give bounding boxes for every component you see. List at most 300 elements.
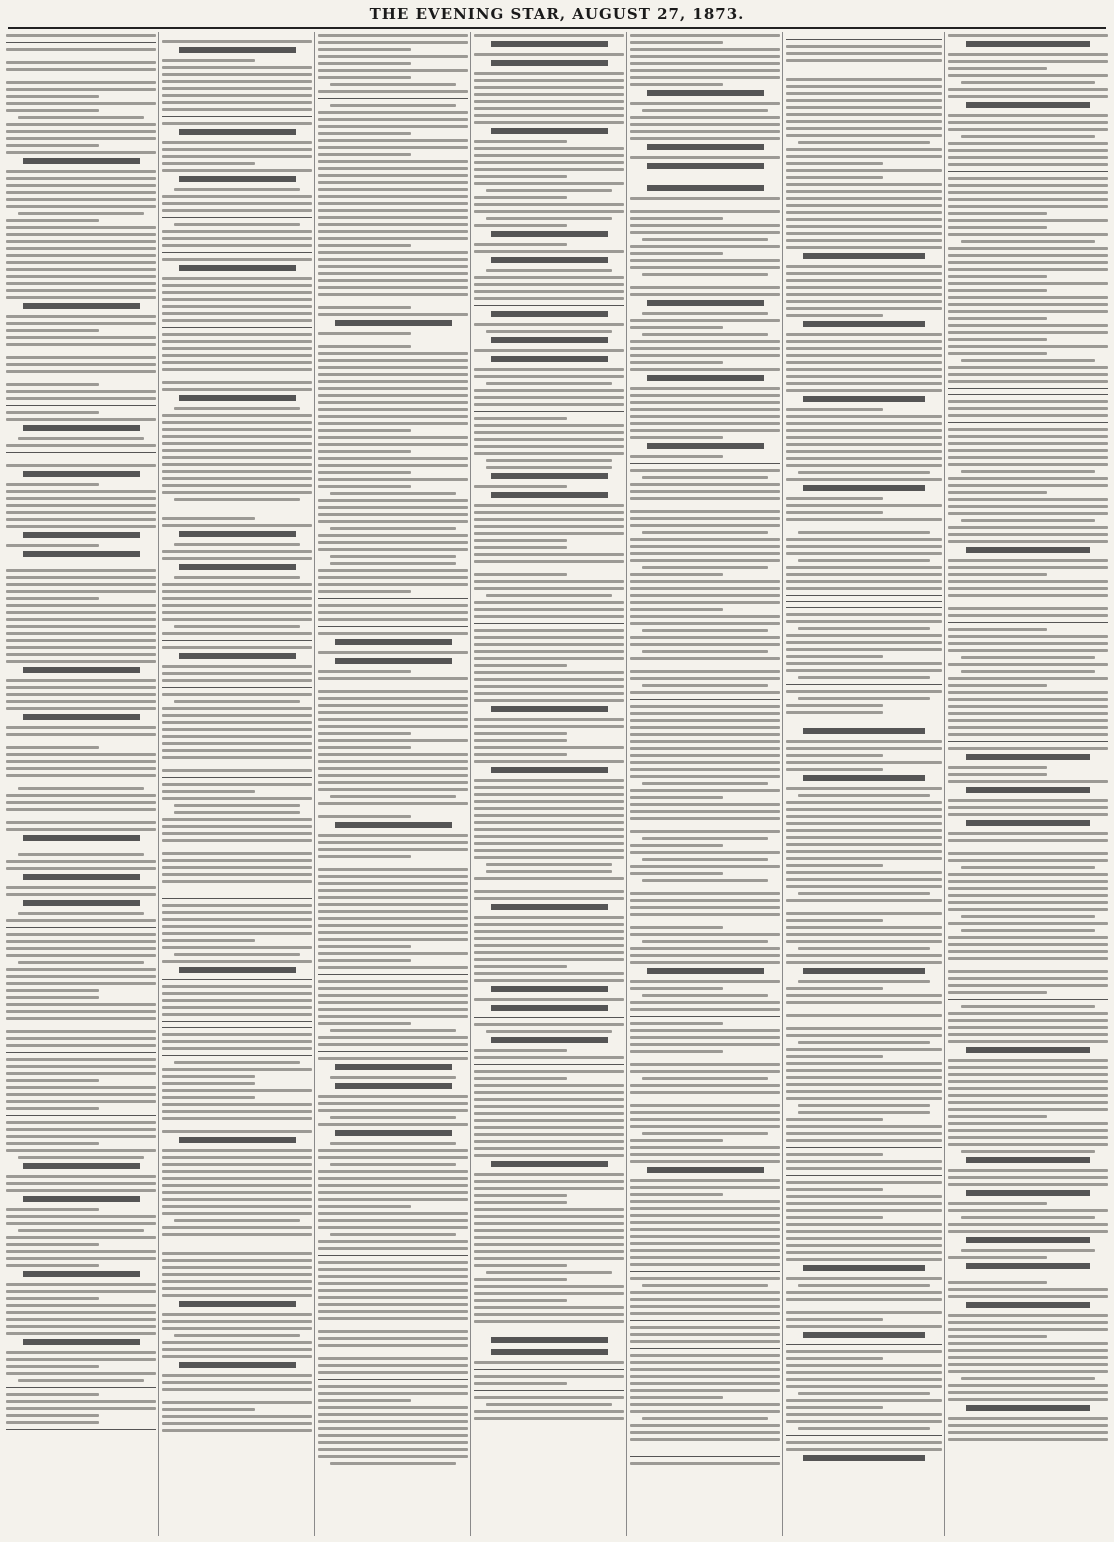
text-line <box>318 332 411 335</box>
text-line <box>798 559 929 562</box>
text-line <box>630 41 723 44</box>
text-line <box>6 828 156 831</box>
text-line <box>948 1438 1108 1441</box>
text-line <box>798 1392 929 1395</box>
text-line <box>786 120 942 123</box>
text-line <box>630 1298 780 1301</box>
section-heading <box>179 653 296 659</box>
text-line <box>786 1406 883 1409</box>
text-line <box>474 580 624 583</box>
text-line <box>162 421 312 424</box>
text-line <box>948 977 1108 980</box>
text-line <box>6 1182 156 1185</box>
text-line <box>948 1059 1108 1062</box>
text-line <box>948 1101 1108 1104</box>
text-line <box>948 310 1108 313</box>
text-line <box>474 1049 567 1052</box>
text-line <box>786 361 942 364</box>
text-line <box>162 1117 312 1120</box>
text-line <box>630 803 780 806</box>
text-line <box>474 601 624 604</box>
text-line <box>948 219 1108 222</box>
text-line <box>318 209 468 212</box>
text-line <box>162 859 312 862</box>
text-line <box>948 95 1108 98</box>
text-line <box>6 646 156 649</box>
text-line <box>474 1257 624 1260</box>
text-line <box>948 373 1108 376</box>
text-line <box>786 85 942 88</box>
text-line <box>6 34 156 37</box>
text-line <box>948 1080 1108 1083</box>
text-line <box>330 1142 456 1145</box>
text-line <box>162 1177 312 1180</box>
text-line <box>318 1109 468 1112</box>
divider <box>786 595 942 596</box>
text-line <box>162 1327 312 1330</box>
text-line <box>318 1420 468 1423</box>
text-line <box>174 407 300 410</box>
text-line <box>6 205 156 208</box>
text-line <box>948 142 1108 145</box>
text-line <box>162 1163 312 1166</box>
text-line <box>330 492 456 495</box>
text-line <box>630 643 780 646</box>
text-line <box>318 1282 468 1285</box>
text-line <box>630 1118 780 1121</box>
text-line <box>948 1398 1108 1401</box>
text-line <box>642 109 768 112</box>
text-line <box>786 1083 942 1086</box>
text-line <box>162 388 312 391</box>
text-line <box>174 811 300 814</box>
text-line <box>786 801 942 804</box>
text-line <box>948 705 1108 708</box>
text-line <box>642 1417 768 1420</box>
text-line <box>786 815 942 818</box>
text-line <box>630 266 780 269</box>
text-line <box>6 1093 156 1096</box>
text-line <box>474 1140 624 1143</box>
text-line <box>786 648 942 651</box>
text-line <box>474 86 624 89</box>
text-line <box>318 520 468 523</box>
text-line <box>162 1205 312 1208</box>
text-line <box>948 1202 1047 1205</box>
section-heading <box>179 47 296 53</box>
text-line <box>474 725 624 728</box>
text-line <box>6 336 156 339</box>
divider <box>948 999 1108 1000</box>
text-line <box>642 782 768 785</box>
text-line <box>630 1263 780 1266</box>
text-line <box>318 345 411 348</box>
text-line <box>318 910 468 913</box>
text-line <box>786 497 883 500</box>
text-line <box>786 1350 942 1353</box>
text-line <box>486 189 612 192</box>
text-line <box>948 498 1108 501</box>
text-line <box>786 829 942 832</box>
text-line <box>630 368 780 371</box>
text-line <box>162 1388 312 1391</box>
text-line <box>786 580 942 583</box>
text-line <box>630 1410 780 1413</box>
text-line <box>948 414 1108 417</box>
text-line <box>786 518 942 521</box>
text-line <box>948 67 1047 70</box>
text-line <box>948 296 1108 299</box>
text-line <box>948 780 1108 783</box>
text-line <box>948 184 1108 187</box>
text-line <box>786 197 942 200</box>
text-line <box>162 590 312 593</box>
text-line <box>162 1381 312 1384</box>
text-line <box>318 1198 468 1201</box>
divider <box>318 626 468 627</box>
section-heading <box>23 1339 140 1345</box>
text-line <box>18 961 144 964</box>
text-line <box>798 471 929 474</box>
text-line <box>330 104 456 107</box>
text-line <box>948 114 1108 117</box>
text-line <box>786 389 942 392</box>
text-line <box>318 436 468 439</box>
text-line <box>474 856 624 859</box>
text-line <box>630 1333 780 1336</box>
text-line <box>318 195 468 198</box>
divider <box>786 1344 942 1345</box>
text-line <box>318 401 468 404</box>
text-line <box>318 534 468 537</box>
text-line <box>318 125 468 128</box>
text-line <box>162 866 312 869</box>
text-line <box>6 144 99 147</box>
text-column <box>630 34 780 1536</box>
text-line <box>630 636 780 639</box>
text-line <box>798 531 929 534</box>
text-line <box>786 415 942 418</box>
text-line <box>318 802 468 805</box>
text-line <box>786 754 883 757</box>
text-line <box>474 375 624 378</box>
text-line <box>630 545 780 548</box>
text-line <box>474 1320 624 1323</box>
text-line <box>630 326 723 329</box>
text-line <box>6 1304 156 1307</box>
text-line <box>6 95 99 98</box>
text-line <box>318 788 468 791</box>
section-heading <box>491 1161 608 1167</box>
text-line <box>474 161 624 164</box>
text-line <box>948 1223 1108 1226</box>
text-line <box>6 525 156 528</box>
text-line <box>474 431 624 434</box>
text-line <box>486 1030 612 1033</box>
section-heading <box>647 185 764 191</box>
text-line <box>318 590 411 593</box>
text-line <box>630 601 780 604</box>
text-line <box>630 1091 780 1094</box>
text-line <box>961 1150 1095 1153</box>
text-line <box>162 832 312 835</box>
text-line <box>630 954 780 957</box>
text-line <box>948 901 1108 904</box>
text-line <box>6 632 156 635</box>
text-line <box>630 510 780 513</box>
text-line <box>474 283 624 286</box>
text-line <box>630 1389 780 1392</box>
divider <box>162 1027 312 1028</box>
text-line <box>474 424 624 427</box>
text-line <box>474 664 567 667</box>
text-line <box>486 382 612 385</box>
text-line <box>162 277 312 280</box>
text-line <box>18 1156 144 1159</box>
text-line <box>474 290 624 293</box>
text-line <box>948 456 1108 459</box>
section-heading <box>23 1196 140 1202</box>
text-line <box>786 1076 942 1079</box>
text-line <box>6 1243 99 1246</box>
text-line <box>786 1062 942 1065</box>
text-line <box>474 760 624 763</box>
text-line <box>162 435 312 438</box>
text-line <box>174 498 300 501</box>
text-line <box>948 226 1047 229</box>
text-line <box>162 319 312 322</box>
text-line <box>630 361 723 364</box>
text-line <box>162 333 312 336</box>
text-line <box>948 894 1108 897</box>
text-line <box>948 1384 1108 1387</box>
text-line <box>6 1318 156 1321</box>
text-line <box>18 1379 144 1382</box>
divider <box>630 699 780 700</box>
text-line <box>948 607 1108 610</box>
text-line <box>948 649 1108 652</box>
divider <box>162 327 312 328</box>
text-line <box>18 912 144 915</box>
text-line <box>162 484 312 487</box>
text-line <box>318 506 468 509</box>
text-line <box>786 92 942 95</box>
text-line <box>474 1077 567 1080</box>
divider <box>318 598 468 599</box>
text-line <box>474 511 624 514</box>
text-line <box>486 863 612 866</box>
text-line <box>6 1100 156 1103</box>
section-heading <box>179 129 296 135</box>
text-line <box>786 464 942 467</box>
text-line <box>6 329 99 332</box>
text-line <box>318 875 468 878</box>
text-line <box>630 1277 780 1280</box>
text-line <box>318 938 468 941</box>
text-line <box>786 1230 942 1233</box>
text-line <box>474 573 567 576</box>
text-line <box>786 1097 942 1100</box>
text-line <box>162 1130 312 1133</box>
text-line <box>318 450 411 453</box>
text-line <box>486 870 612 873</box>
section-heading <box>966 1302 1091 1308</box>
text-line <box>786 127 942 130</box>
text-line <box>474 643 624 646</box>
text-line <box>18 787 144 790</box>
text-line <box>6 893 156 896</box>
text-line <box>786 926 942 929</box>
text-line <box>318 987 468 990</box>
text-line <box>948 156 1108 159</box>
text-line <box>162 1266 312 1269</box>
text-line <box>474 1361 624 1364</box>
text-line <box>630 48 780 51</box>
text-line <box>318 230 468 233</box>
text-line <box>474 1375 624 1378</box>
text-line <box>948 1143 1108 1146</box>
text-line <box>630 1104 780 1107</box>
section-heading <box>491 231 608 237</box>
text-line <box>948 282 1108 285</box>
section-heading <box>179 1137 296 1143</box>
text-line <box>6 1128 156 1131</box>
text-line <box>630 538 780 541</box>
text-line <box>474 203 624 206</box>
text-line <box>174 576 300 579</box>
text-line <box>948 205 1108 208</box>
divider <box>318 1255 468 1256</box>
text-line <box>630 1326 780 1329</box>
text-line <box>948 163 1108 166</box>
text-line <box>6 933 156 936</box>
text-line <box>6 625 156 628</box>
text-line <box>786 704 883 707</box>
text-line <box>961 1377 1095 1380</box>
section-heading <box>647 90 764 96</box>
text-line <box>630 1340 780 1343</box>
text-line <box>318 422 468 425</box>
text-line <box>474 849 624 852</box>
text-line <box>786 885 942 888</box>
text-line <box>162 298 312 301</box>
text-line <box>630 130 780 133</box>
text-line <box>318 541 468 544</box>
text-line <box>786 113 942 116</box>
text-line <box>948 233 1108 236</box>
text-line <box>6 219 99 222</box>
text-line <box>162 985 312 988</box>
text-line <box>948 338 1047 341</box>
text-line <box>6 746 99 749</box>
text-line <box>318 223 468 226</box>
divider <box>162 979 312 980</box>
text-line <box>162 797 312 800</box>
section-heading <box>23 551 140 557</box>
text-line <box>474 539 567 542</box>
divider <box>948 422 1108 423</box>
text-line <box>948 766 1047 769</box>
text-line <box>318 352 468 355</box>
text-line <box>630 1291 780 1294</box>
text-line <box>162 442 312 445</box>
text-line <box>318 697 468 700</box>
text-line <box>6 975 156 978</box>
divider <box>162 777 312 778</box>
text-line <box>318 677 468 680</box>
text-line <box>961 81 1095 84</box>
text-line <box>630 775 780 778</box>
text-line <box>948 324 1108 327</box>
text-line <box>786 954 942 957</box>
text-line <box>948 88 1108 91</box>
text-line <box>786 1311 942 1314</box>
text-line <box>330 1233 456 1236</box>
text-line <box>162 960 312 963</box>
text-line <box>162 918 312 921</box>
text-line <box>6 1250 156 1253</box>
section-heading <box>179 1301 296 1307</box>
text-line <box>318 576 468 579</box>
text-line <box>486 466 612 469</box>
text-line <box>474 1243 624 1246</box>
text-line <box>318 306 411 309</box>
text-line <box>318 959 411 962</box>
text-line <box>474 72 624 75</box>
text-line <box>474 532 624 535</box>
text-line <box>162 749 312 752</box>
text-line <box>474 518 624 521</box>
text-line <box>630 293 780 296</box>
text-line <box>318 1406 468 1409</box>
text-line <box>630 615 780 618</box>
text-line <box>6 102 156 105</box>
text-line <box>318 513 468 516</box>
text-line <box>948 1431 1108 1434</box>
text-line <box>162 946 312 949</box>
text-line <box>6 1365 99 1368</box>
text-line <box>474 243 567 246</box>
text-line <box>474 224 567 227</box>
divider <box>6 1429 156 1430</box>
text-line <box>474 210 624 213</box>
text-line <box>948 1129 1108 1132</box>
text-line <box>318 111 468 114</box>
divider <box>474 623 624 624</box>
text-line <box>961 915 1095 918</box>
text-line <box>630 245 780 248</box>
text-line <box>318 1392 468 1395</box>
text-line <box>474 877 624 880</box>
text-line <box>318 457 468 460</box>
text-line <box>798 1427 929 1430</box>
text-line <box>318 815 411 818</box>
text-line <box>6 483 99 486</box>
text-line <box>948 887 1108 890</box>
text-line <box>630 83 723 86</box>
text-line <box>948 698 1108 701</box>
text-line <box>786 987 883 990</box>
text-line <box>642 837 768 840</box>
text-line <box>948 53 1108 56</box>
text-line <box>318 387 468 390</box>
text-line <box>786 368 942 371</box>
text-line <box>162 1355 312 1358</box>
text-line <box>630 401 780 404</box>
text-line <box>642 312 768 315</box>
text-line <box>948 428 1108 431</box>
text-line <box>6 109 99 112</box>
